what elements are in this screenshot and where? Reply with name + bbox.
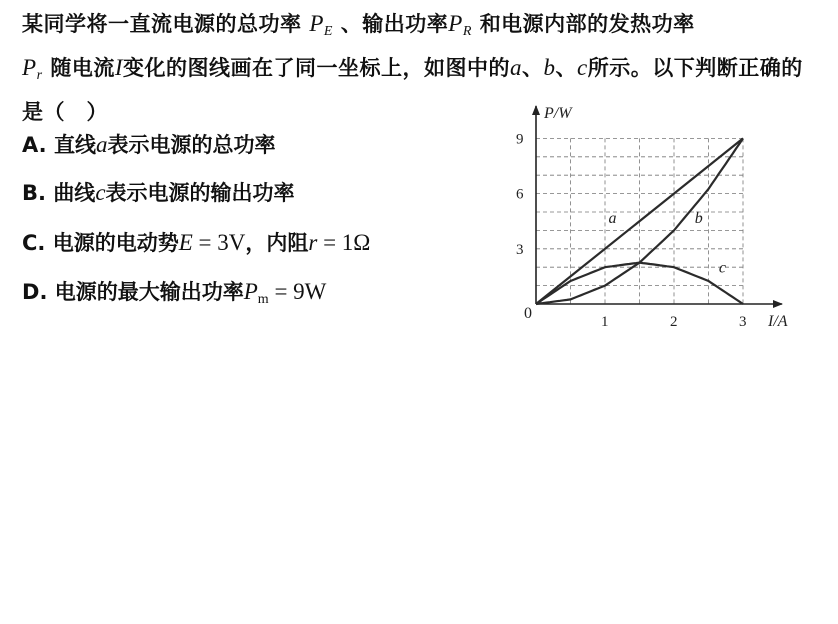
option-c[interactable]: C. 电源的电动势E = 3V，内阻r = 1Ω (22, 230, 371, 255)
option-c-var1: E (178, 230, 193, 255)
option-a-pre: 直线 (53, 132, 96, 157)
x-tick-label: 2 (670, 314, 678, 330)
series-a-label: a (608, 210, 617, 228)
origin-label: 0 (524, 305, 532, 322)
option-b-pre: 曲线 (53, 180, 96, 205)
option-d-var: P (243, 279, 258, 304)
option-c-letter: C (22, 231, 38, 255)
series-c-label: c (718, 259, 726, 277)
symbol-pe-sub: E (323, 24, 333, 39)
y-tick-label: 9 (516, 131, 524, 148)
y-tick-label: 6 (516, 186, 524, 203)
label-b: b (543, 55, 556, 80)
option-a-post: 表示电源的总功率 (107, 132, 276, 157)
option-a-letter: A (22, 133, 39, 157)
sep-1: 、 (522, 55, 544, 80)
option-d-eq: = 9W (268, 279, 327, 304)
symbol-pe: P (309, 11, 324, 36)
option-c-pre: 电源的电动势 (52, 230, 179, 255)
option-d-letter: D (22, 280, 40, 304)
sep-2: 、 (555, 55, 577, 80)
symbol-pr: P (448, 11, 463, 36)
option-c-var2: r (308, 230, 318, 255)
option-a[interactable]: A. 直线a表示电源的总功率 (22, 132, 276, 157)
x-axis-label: I/A (768, 313, 788, 330)
option-d[interactable]: D. 电源的最大输出功率Pm = 9W (22, 279, 327, 307)
y-axis-label: P/W (544, 105, 572, 122)
option-b-post: 表示电源的输出功率 (105, 180, 295, 205)
stem-text-3: 和电源内部的发热功率 (479, 11, 695, 36)
option-c-mid: ，内阻 (245, 230, 309, 255)
option-c-eq2: = 1Ω (317, 230, 371, 255)
option-a-var: a (95, 132, 108, 157)
symbol-pr-sub: R (462, 24, 472, 39)
option-b-var: c (95, 180, 106, 205)
y-tick-label: 3 (516, 241, 524, 258)
option-d-pre: 电源的最大输出功率 (54, 279, 244, 304)
series-c-line (536, 263, 743, 304)
symbol-pr2-sub: r (36, 68, 43, 83)
x-tick-label: 3 (739, 314, 747, 330)
stem-text-6: 所示。以下判断正确的是（ ） (22, 55, 803, 124)
option-c-eq1: = 3V (192, 230, 246, 255)
option-d-sub: m (257, 292, 269, 307)
stem-text-5: 变化的图线画在了同一坐标上，如图中的 (123, 55, 510, 80)
stem-text-1: 某同学将一直流电源的总功率 (22, 11, 302, 36)
x-tick-label: 1 (601, 314, 609, 330)
label-a: a (510, 55, 522, 80)
stem-text-2: 、输出功率 (340, 11, 449, 36)
option-b-letter: B (22, 181, 39, 205)
symbol-pr2: P (22, 55, 37, 80)
power-current-chart (500, 96, 810, 346)
stem-text-4: 随电流 (50, 55, 115, 80)
symbol-i: I (114, 55, 123, 80)
label-c: c (577, 55, 588, 80)
series-b-label: b (694, 210, 703, 228)
option-b[interactable]: B. 曲线c表示电源的输出功率 (22, 180, 295, 205)
